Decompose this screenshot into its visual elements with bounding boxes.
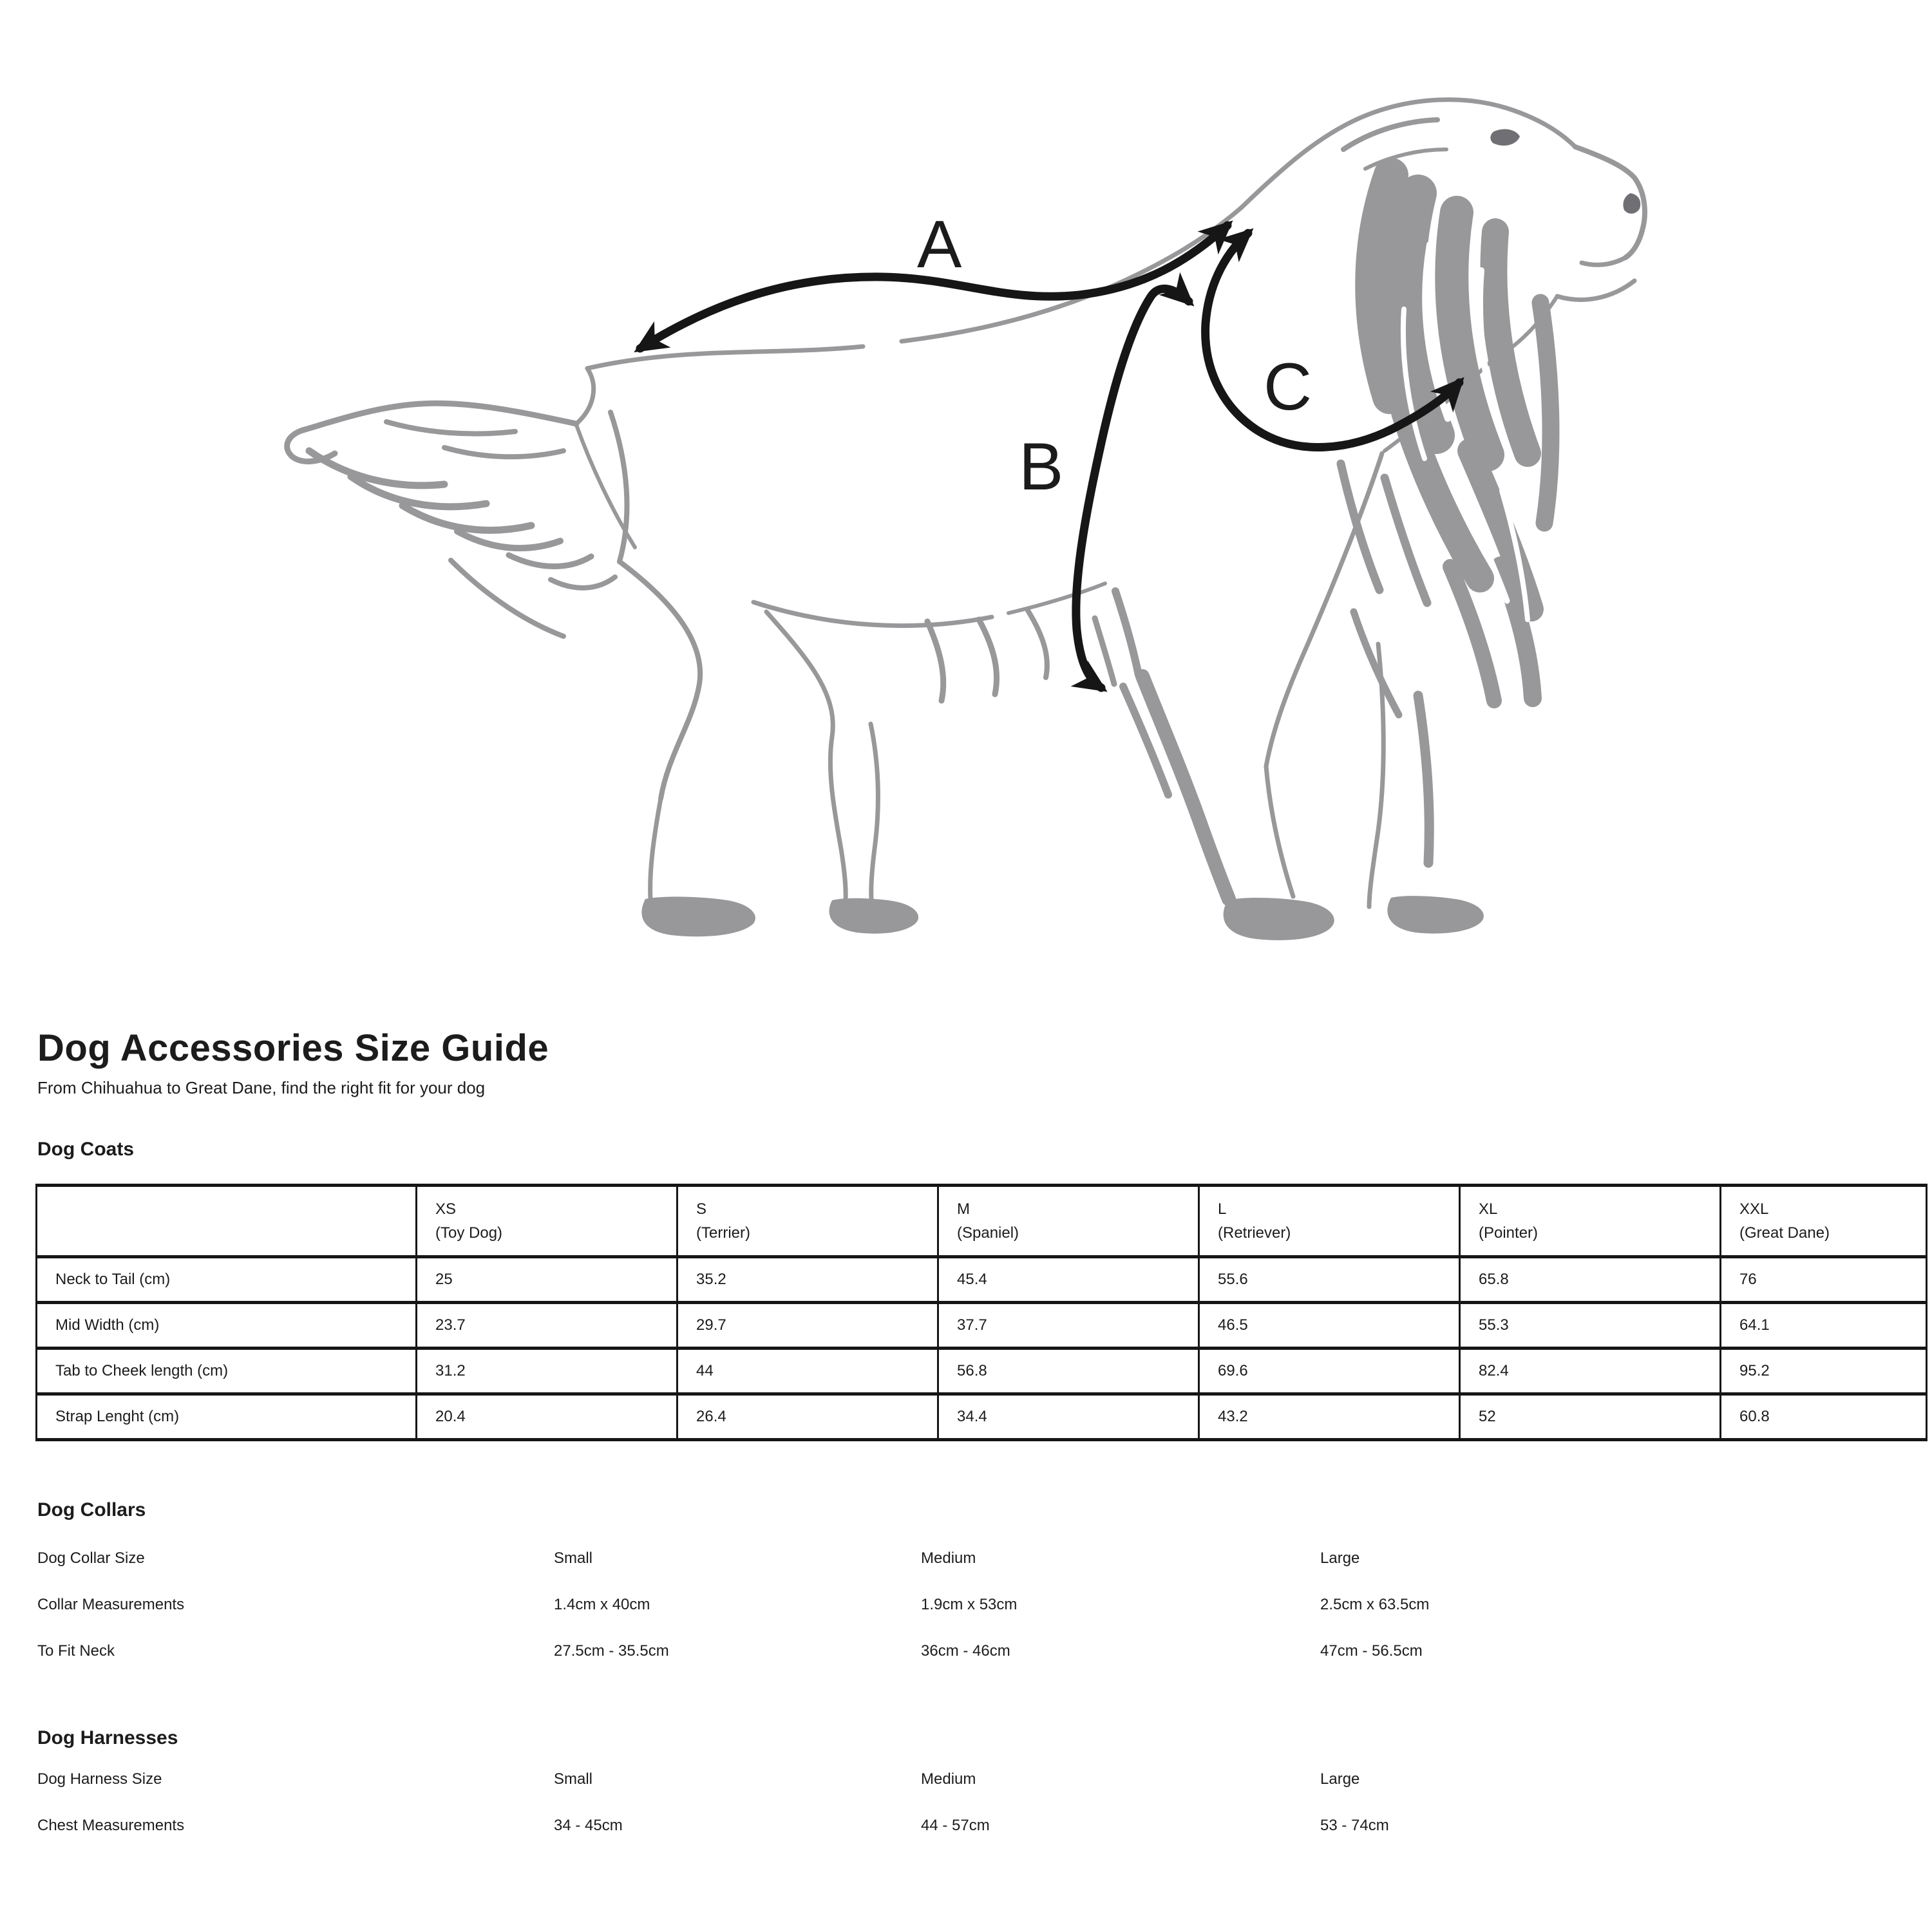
- table-cell: 35.2: [677, 1257, 938, 1303]
- size-code: S: [696, 1200, 707, 1218]
- size-code: M: [957, 1200, 970, 1218]
- collars-grid: [37, 1535, 1771, 1674]
- size-code: XS: [435, 1200, 457, 1218]
- page-title: Dog Accessories Size Guide: [37, 1027, 549, 1069]
- collar-size-large: Large: [1320, 1549, 1360, 1567]
- table-cell: 29.7: [677, 1303, 938, 1349]
- coats-col-header-xxl: [1721, 1186, 1927, 1257]
- size-code: XL: [1479, 1200, 1498, 1218]
- table-cell: 60.8: [1721, 1394, 1927, 1440]
- table-cell: 26.4: [677, 1394, 938, 1440]
- harnesses-section-heading: Dog Harnesses: [37, 1727, 178, 1748]
- coats-row-neck-to-tail: [37, 1257, 1927, 1303]
- harness-chest-small: 34 - 45cm: [554, 1817, 623, 1834]
- table-cell: 69.6: [1199, 1349, 1460, 1394]
- dog-sketch: [287, 100, 1645, 940]
- size-code: XXL: [1739, 1200, 1769, 1218]
- coats-col-header-xs: [417, 1186, 677, 1257]
- arrow-label-c: C: [1264, 350, 1312, 424]
- measurement-arrow-chest-girth: [1019, 289, 1189, 688]
- breed-example: (Terrier): [696, 1224, 750, 1242]
- coats-col-header-xl: [1460, 1186, 1721, 1257]
- table-cell: 55.3: [1460, 1303, 1721, 1349]
- collar-row-label: Dog Collar Size: [37, 1549, 145, 1567]
- table-cell: 31.2: [417, 1349, 677, 1394]
- table-cell: 37.7: [938, 1303, 1199, 1349]
- table-cell: 44: [677, 1349, 938, 1394]
- breed-example: (Toy Dog): [435, 1224, 503, 1242]
- dog-tail: [287, 403, 615, 636]
- harnesses-grid: [37, 1756, 1771, 1849]
- collar-neck-fit-small: 27.5cm - 35.5cm: [554, 1642, 669, 1660]
- collars-section-heading: Dog Collars: [37, 1499, 146, 1520]
- table-cell: 55.6: [1199, 1257, 1460, 1303]
- table-cell: 82.4: [1460, 1349, 1721, 1394]
- collar-neck-fit-medium: 36cm - 46cm: [921, 1642, 1010, 1660]
- collar-measurement-medium: 1.9cm x 53cm: [921, 1596, 1018, 1613]
- collar-row-label: To Fit Neck: [37, 1642, 115, 1660]
- table-cell: 23.7: [417, 1303, 677, 1349]
- harness-row-label: Chest Measurements: [37, 1817, 185, 1834]
- collar-row-label: Collar Measurements: [37, 1596, 185, 1613]
- table-cell: 25: [417, 1257, 677, 1303]
- dog-front-legs: [1095, 453, 1484, 940]
- harness-chest-large: 53 - 74cm: [1320, 1817, 1389, 1834]
- table-cell: 95.2: [1721, 1349, 1927, 1394]
- collar-size-small: Small: [554, 1549, 593, 1567]
- table-cell: 34.4: [938, 1394, 1199, 1440]
- coats-row-tab-to-cheek: [37, 1349, 1927, 1394]
- harness-row-label: Dog Harness Size: [37, 1770, 162, 1788]
- table-cell: 45.4: [938, 1257, 1199, 1303]
- breed-example: (Pointer): [1479, 1224, 1539, 1242]
- harness-chest-medium: 44 - 57cm: [921, 1817, 990, 1834]
- table-cell: 43.2: [1199, 1394, 1460, 1440]
- harness-size-large: Large: [1320, 1770, 1360, 1788]
- table-cell: 65.8: [1460, 1257, 1721, 1303]
- arrow-label-b: B: [1019, 430, 1064, 504]
- breed-example: (Great Dane): [1739, 1224, 1830, 1242]
- collar-size-medium: Medium: [921, 1549, 976, 1567]
- measurement-arrows: [640, 207, 1459, 688]
- coats-section-heading: Dog Coats: [37, 1139, 134, 1160]
- coats-row-mid-width: [37, 1303, 1927, 1349]
- size-code: L: [1218, 1200, 1227, 1218]
- table-cell: 20.4: [417, 1394, 677, 1440]
- dog-ear: [1341, 175, 1551, 715]
- collar-measurement-small: 1.4cm x 40cm: [554, 1596, 650, 1613]
- coats-size-table: [35, 1184, 1927, 1441]
- collar-measurement-large: 2.5cm x 63.5cm: [1320, 1596, 1430, 1613]
- dog-hind-legs: [576, 412, 918, 936]
- table-cell: 56.8: [938, 1349, 1199, 1394]
- table-cell: 76: [1721, 1257, 1927, 1303]
- harness-size-medium: Medium: [921, 1770, 976, 1788]
- coats-corner-cell: [37, 1186, 417, 1257]
- coats-col-header-l: [1199, 1186, 1460, 1257]
- row-label: Mid Width (cm): [37, 1303, 417, 1349]
- harness-size-small: Small: [554, 1770, 593, 1788]
- row-label: Strap Lenght (cm): [37, 1394, 417, 1440]
- breed-example: (Spaniel): [957, 1224, 1019, 1242]
- row-label: Neck to Tail (cm): [37, 1257, 417, 1303]
- table-cell: 52: [1460, 1394, 1721, 1440]
- arrow-label-a: A: [917, 207, 962, 282]
- coats-col-header-s: [677, 1186, 938, 1257]
- coats-row-strap-length: [37, 1394, 1927, 1440]
- arrow-b-curve: [1076, 289, 1189, 688]
- page-subtitle: From Chihuahua to Great Dane, find the right fit for your dog: [37, 1078, 486, 1097]
- row-label: Tab to Cheek length (cm): [37, 1349, 417, 1394]
- coats-header-row: [37, 1186, 1927, 1257]
- breed-example: (Retriever): [1218, 1224, 1291, 1242]
- collar-neck-fit-large: 47cm - 56.5cm: [1320, 1642, 1423, 1660]
- table-cell: 64.1: [1721, 1303, 1927, 1349]
- coats-col-header-m: [938, 1186, 1199, 1257]
- table-cell: 46.5: [1199, 1303, 1460, 1349]
